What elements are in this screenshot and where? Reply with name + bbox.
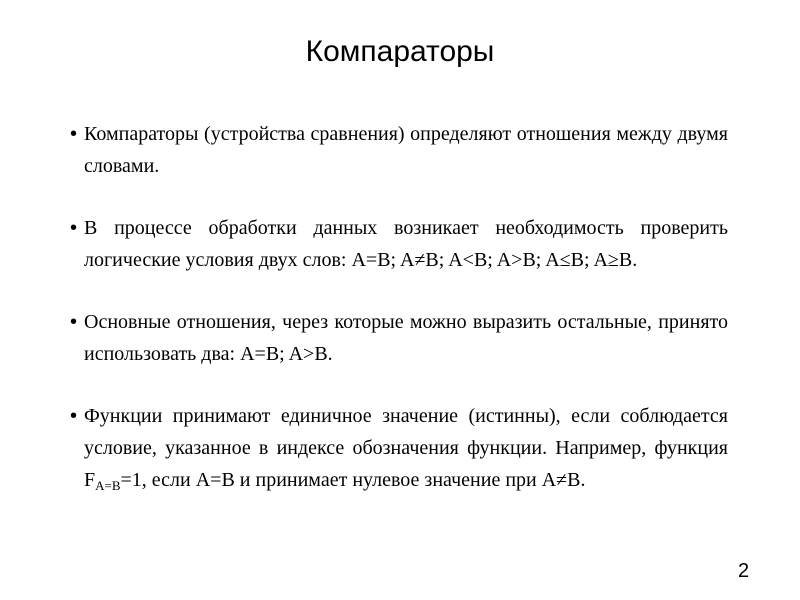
bullet-icon: • xyxy=(70,123,78,145)
bullet-item-functions xyxy=(68,400,728,496)
bullet-text: Компараторы (устройства сравнения) определяют отношения между двумя словами. xyxy=(84,123,728,177)
bullet-icon: • xyxy=(70,405,78,427)
slide-title: Компараторы xyxy=(305,35,495,68)
function-subscript: A=B xyxy=(95,478,121,493)
page-number: 2 xyxy=(738,560,750,582)
bullet-icon: • xyxy=(70,311,78,333)
bullet-text-before: Функции принимают единичное значение (истинны), если соблюдается условие, указанное в индексе обозначения функции. Например, функция F xyxy=(84,405,728,491)
bullet-text: Основные отношения, через которые можно выразить остальные, принято использовать два: A=B; A>B. xyxy=(84,311,728,365)
bullet-item-comparators-definition xyxy=(68,118,728,182)
bullet-icon: • xyxy=(70,217,78,239)
bullet-item-conditions xyxy=(68,212,728,276)
bullet-text-after: =1, если A=B и принимает нулевое значение при A≠B. xyxy=(120,469,586,491)
bullet-list xyxy=(68,118,728,496)
bullet-text: В процессе обработки данных возникает необходимость проверить логические условия двух слов: A=B; A≠B; A<B; A>B; A≤B; A≥B. xyxy=(84,217,728,271)
bullet-item-basic-relations xyxy=(68,306,728,370)
